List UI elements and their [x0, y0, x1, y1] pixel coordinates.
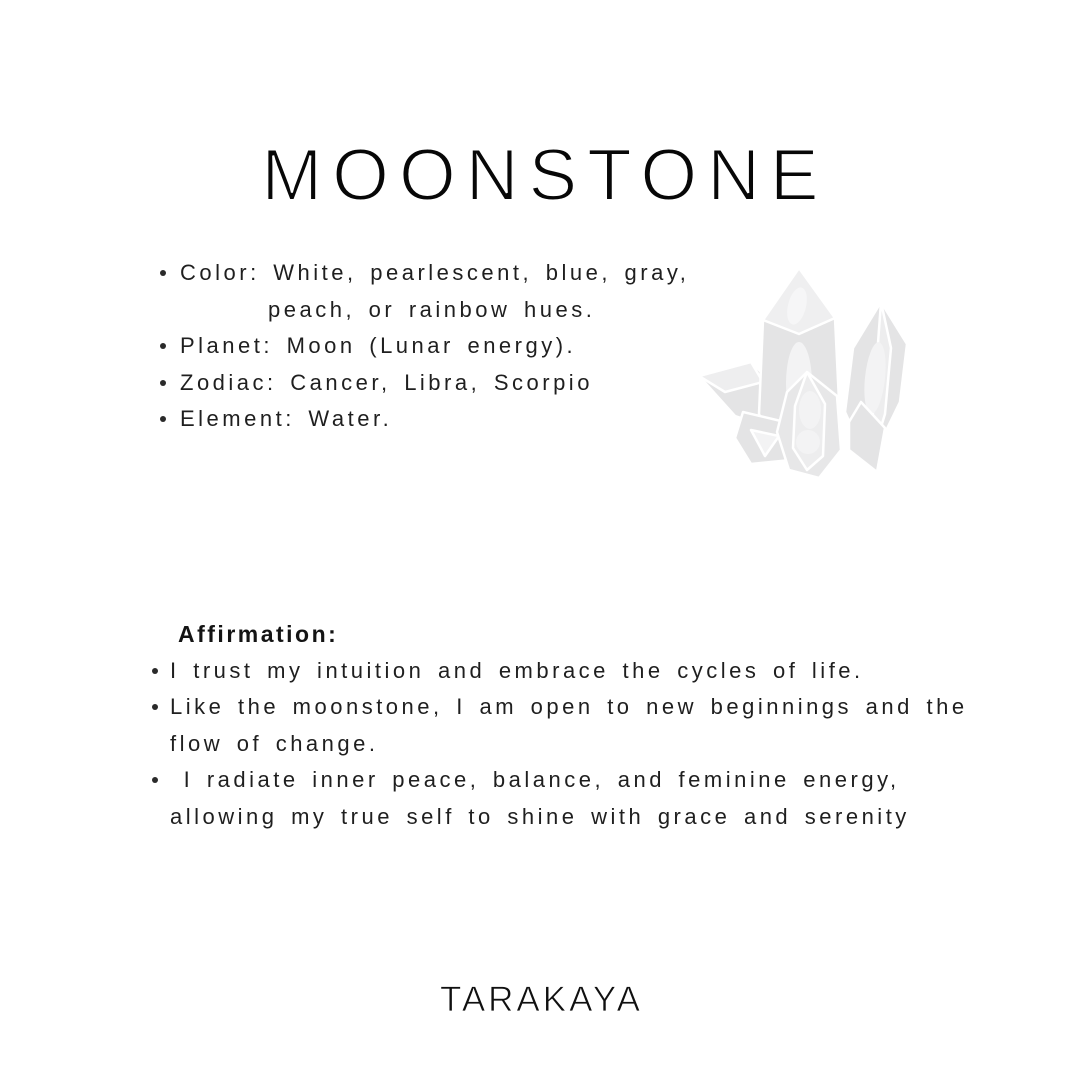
affirmation-line: Like the moonstone, I am open to new beginnings and the: [170, 694, 968, 719]
property-line: Element: Water.: [180, 406, 393, 431]
property-line: Planet: Moon (Lunar energy).: [180, 333, 577, 358]
property-line: Color: White, pearlescent, blue, gray,: [180, 260, 690, 285]
bullet-icon: [152, 704, 158, 710]
bullet-icon: [160, 343, 166, 349]
property-line: Zodiac: Cancer, Libra, Scorpio: [180, 369, 593, 395]
affirmation-item: [146, 762, 996, 835]
crystal-cluster-illustration: [693, 264, 909, 480]
affirmation-item: [146, 653, 996, 690]
brand-wordmark: TARAKAYA: [440, 980, 643, 1019]
property-item-color: [160, 255, 780, 328]
page-title: MOONSTONE: [261, 135, 829, 216]
affirmation-line-wrap: allowing my true self to shine with grace and serenity: [170, 803, 910, 829]
bullet-icon: [152, 668, 158, 674]
affirmation-heading: Affirmation:: [178, 621, 339, 647]
bullet-icon: [160, 380, 166, 386]
bullet-icon: [160, 270, 166, 276]
affirmation-line-wrap: flow of change.: [170, 730, 379, 756]
affirmation-line: I radiate inner peace, balance, and feminine energy,: [170, 767, 900, 792]
affirmation-item: [146, 689, 996, 762]
affirmation-line: I trust my intuition and embrace the cycles of life.: [170, 657, 864, 683]
bullet-icon: [152, 777, 158, 783]
property-item-zodiac: [160, 365, 780, 402]
property-item-planet: [160, 328, 780, 365]
affirmation-list: [146, 653, 996, 836]
bullet-icon: [160, 416, 166, 422]
property-line-wrap: peach, or rainbow hues.: [268, 296, 596, 322]
property-item-element: [160, 401, 780, 438]
properties-list: [160, 255, 780, 438]
affirmation-section: [146, 616, 996, 835]
